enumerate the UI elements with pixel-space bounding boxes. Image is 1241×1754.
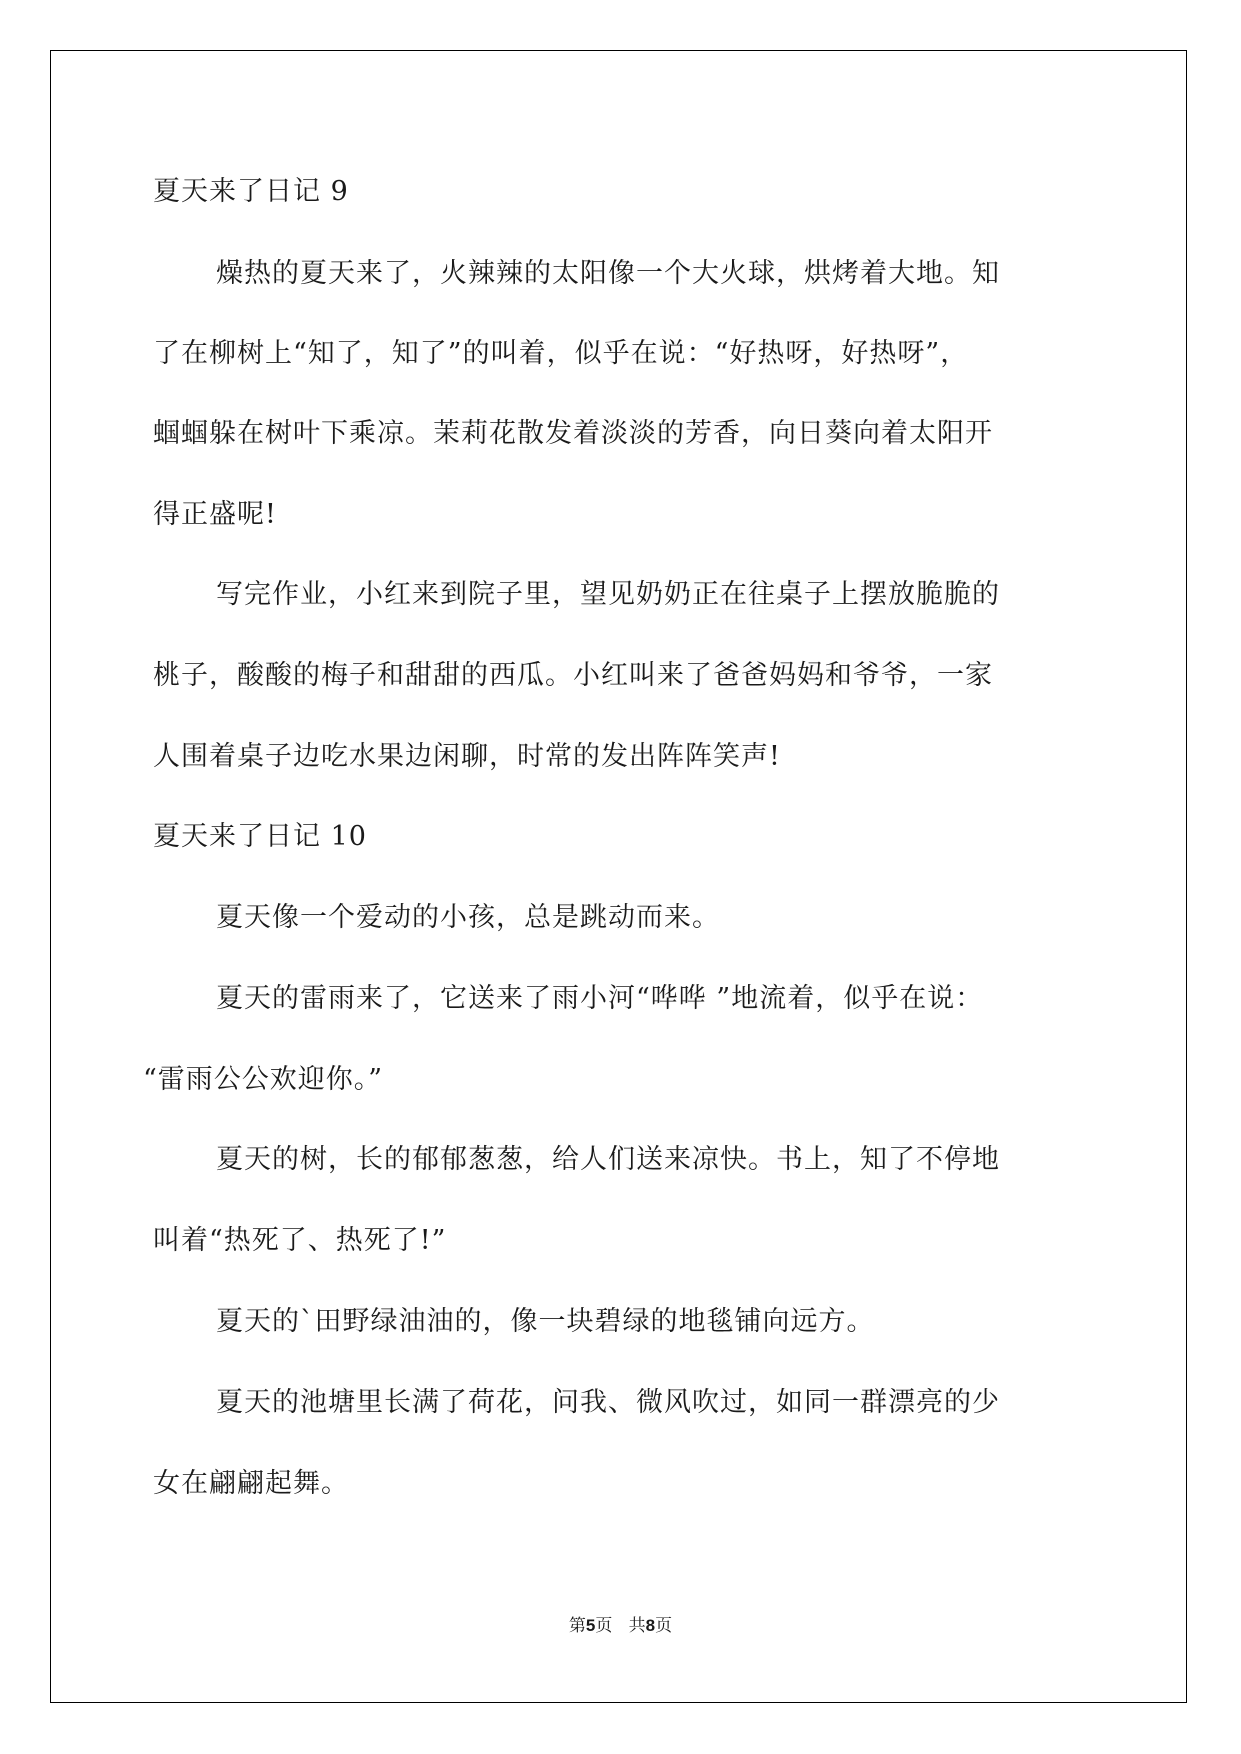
page-footer xyxy=(0,1614,1241,1638)
heading-diary-10: 夏天来了日记 10 xyxy=(153,821,367,852)
paragraph-line: 夏天的雷雨来了，它送来了雨小河“哗哗 ”地流着，似乎在说： xyxy=(216,983,984,1014)
footer-page-prefix: 第 xyxy=(568,1616,586,1636)
page-border xyxy=(50,50,1187,1703)
paragraph-line: 写完作业，小红来到院子里，望见奶奶正在往桌子上摆放脆脆的 xyxy=(216,579,1000,610)
paragraph-line: 桃子，酸酸的梅子和甜甜的西瓜。小红叫来了爸爸妈妈和爷爷，一家 xyxy=(153,660,993,691)
paragraph-line: 燥热的夏天来了，火辣辣的太阳像一个大火球，烘烤着大地。知 xyxy=(216,258,1000,289)
paragraph-line: “雷雨公公欢迎你。” xyxy=(143,1064,384,1095)
footer-page-current: 5 xyxy=(585,1616,596,1635)
heading-diary-9: 夏天来了日记 9 xyxy=(153,176,349,207)
paragraph-line: 得正盛呢! xyxy=(153,499,277,530)
footer-total-suffix: 页 xyxy=(655,1616,673,1636)
paragraph-line: 女在翩翩起舞。 xyxy=(153,1468,349,1499)
footer-total-prefix: 共 xyxy=(628,1616,646,1636)
paragraph-line: 叫着“热死了、热死了!” xyxy=(153,1225,447,1256)
paragraph-line: 夏天的`田野绿油油的，像一块碧绿的地毯铺向远方。 xyxy=(216,1306,875,1337)
paragraph-line: 夏天的池塘里长满了荷花，问我、微风吹过，如同一群漂亮的少 xyxy=(216,1387,1000,1418)
paragraph-line: 夏天的树，长的郁郁葱葱，给人们送来凉快。书上，知了不停地 xyxy=(216,1144,1000,1175)
paragraph-line: 了在柳树上“知了，知了”的叫着，似乎在说：“好热呀，好热呀”， xyxy=(153,338,969,369)
paragraph-line: 蝈蝈躲在树叶下乘凉。茉莉花散发着淡淡的芳香，向日葵向着太阳开 xyxy=(153,418,993,449)
footer-page-total: 8 xyxy=(645,1616,656,1635)
paragraph-line: 人围着桌子边吃水果边闲聊，时常的发出阵阵笑声! xyxy=(153,741,781,772)
paragraph-line: 夏天像一个爱动的小孩，总是跳动而来。 xyxy=(216,902,720,933)
footer-page-suffix: 页 xyxy=(595,1616,613,1636)
